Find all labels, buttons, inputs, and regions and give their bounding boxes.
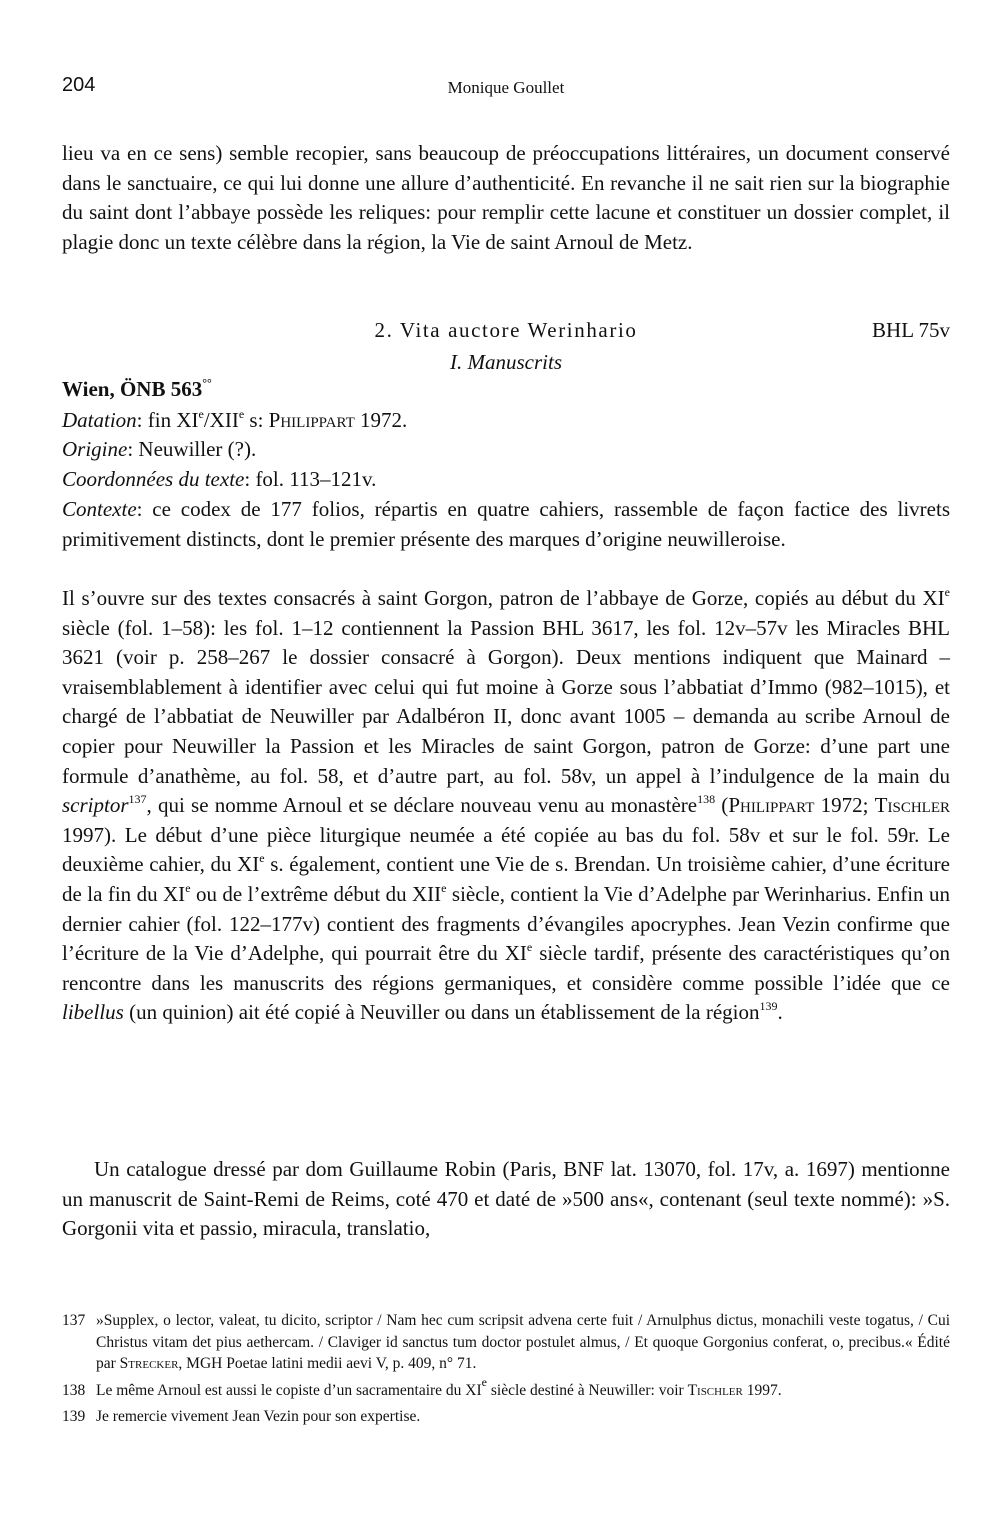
datation-sup: e [238,407,245,421]
footnote-text: 1997. [742,1381,782,1399]
footnote-139 [62,1406,950,1428]
footnote-text: , MGH Poetae latini medii aevi V, p. 409, n° 71. [178,1355,477,1372]
footnote-138 [62,1374,950,1402]
section-subtitle: I. Manuscrits [450,350,562,374]
body-sup: e [185,880,191,895]
contexte-label: Contexte [62,497,137,521]
origine-label: Origine [62,437,128,461]
body-text: ou de l’extrême début du XII [190,881,442,906]
manuscript-name: Wien, ÖNB 563 [62,377,203,401]
footnote-text: siècle destiné à Neuwiller: voir [486,1381,688,1399]
contexte-value: : ce codex de 177 folios, répartis en quatre cahiers, rassemble de façon factice des livrets primitivement distincts, dont le premier présente des marques d’origine neuwilleroise. [62,497,950,551]
footnote-author: Tischler [687,1381,743,1399]
footnote-ref[interactable]: 139 [759,999,778,1014]
datation-text: s: [244,408,269,432]
coordonnees-line [62,465,950,495]
manuscript-mark: °° [202,376,212,390]
coordonnees-value: : fol. 113–121v. [244,467,377,491]
intro-paragraph: lieu va en ce sens) semble recopier, sans beaucoup de préoccupations littéraires, un document conservé dans le sanctuaire, ce qui lui donne une allure d’authenticité. En revanche il ne sait rien sur la biographie du saint dont l’abbaye possède les reliques: pour remplir cette lacune et constituer un dossier complet, il plagie donc un texte célèbre dans la région, la Vie de saint Arnoul de Metz. [62,141,950,254]
origine-line [62,435,950,465]
page-number: 204 [62,74,96,96]
footnote-number: 138 [62,1381,86,1399]
footnote-author: Strecker [119,1355,179,1372]
body-italic: libellus [62,1000,124,1025]
body-italic: scriptor [62,793,129,818]
running-header [62,74,950,104]
body-text: siècle, contient la Vie d’Adelphe par Werinharius. Enfin un dernier cahier (fol. 122–177v) contient des fragments d’évangiles apocryphes. Jean Vezin confirme que l’écriture de la Vie d’Adelphe, qui pourrait être du XI [62,881,950,966]
datation-text: /XII [203,408,239,432]
citation-author: Tischler [874,793,950,818]
body-text: ( [715,793,729,818]
datation-text: : fin XI [136,408,199,432]
body-text: (un quinion) ait été copié à Neuviller ou dans un établissement de la région [123,1000,760,1025]
body-text: 1972; [814,793,875,818]
footnote-text: »Supplex, o lector, valeat, tu dicito, scriptor / Nam hec cum scripsit advena certe fuit / Arnulphus dictus, monachili veste togatus, / Cui Christus vitam det pius aethercam. / Claviger id sanctus tum doctor postulet almus, / Et quoque Gorgonius conferat, o, precibus.« Édité par [96,1312,950,1372]
datation-line [62,406,950,436]
datation-year: 1972. [354,408,408,432]
datation-author: Philippart [268,408,355,432]
body-text: . [777,1000,783,1025]
footnote-text: Le même Arnoul est aussi le copiste d’un sacramentaire du XI [96,1381,482,1399]
citation-author: Philippart [728,793,815,818]
manuscript-heading [62,377,212,402]
body-text: 1997). Le début d’une pièce liturgique neumée a été copiée au bas du fol. 58v et sur le fol. 59r. Le deuxième cahier, du XI [62,822,950,877]
footnote-137 [62,1310,950,1375]
body-sup: e [441,880,447,895]
body-text: , qui se nomme Arnoul et se déclare nouveau venu au monastère [146,793,698,818]
section-title: 2. Vita auctore Werinhario [374,318,638,342]
footnote-sup: e [481,1374,487,1389]
footnote-ref[interactable]: 138 [697,792,716,807]
body-text: Il s’ouvre sur des textes consacrés à saint Gorgon, patron de l’abbaye de Gorze, copiés au début du XI [62,586,945,610]
body-paragraph-2: Un catalogue dressé par dom Guillaume Robin (Paris, BNF lat. 13070, fol. 17v, a. 1697) mentionne un manuscrit de Saint-Remi de Reims, coté 470 et daté de »500 ans«, contenant (seul texte nommé): »S. Gorgonii vita et passio, miracula, translatio, [62,1157,950,1241]
coordonnees-label: Coordonnées du texte [62,467,245,491]
footnote-number: 139 [62,1408,86,1425]
body-text: siècle tardif, présente des caractéristiques qu’on rencontre dans les manuscrits des régions germaniques, et considère comme possible l’idée que ce [62,941,950,995]
body-sup: e [259,851,265,866]
footnote-number: 137 [62,1312,86,1329]
running-author: Monique Goullet [447,78,565,97]
contexte-paragraph [62,495,950,554]
section-bhl-number: BHL 75v [872,318,950,342]
body-sup: e [944,585,950,599]
body-sup: e [526,940,533,955]
datation-label: Datation [62,408,137,432]
datation-sup: e [198,407,204,421]
body-text: s. également, contient une Vie de s. Brendan. Un troisième cahier, d’une écriture de la fin du XI [62,852,950,906]
footnote-ref[interactable]: 137 [128,792,147,807]
footnote-text: Je remercie vivement Jean Vezin pour son expertise. [96,1408,421,1425]
origine-value: : Neuwiller (?). [127,437,257,461]
body-paragraph-1 [62,584,950,1028]
footnotes [62,1310,950,1433]
section-heading [62,318,950,348]
body-text: siècle (fol. 1–58): les fol. 1–12 contiennent la Passion BHL 3617, les fol. 12v–57v les Miracles BHL 3621 (voir p. 258–267 le dossier consacré à Gorgon). Deux mentions indiquent que Mainard – vraisemblablement à identifier avec celui qui fut moine à Gorze sous l’abbatiat d’Immo (982–1015), et chargé de l’abbatiat de Neuwiller par Adalbéron II, donc avant 1005 – demanda au scribe Arnoul de copier pour Neuwiller la Passion et les Miracles de saint Gorgon, patron de Gorze: d’une part une formule d’anathème, au fol. 58, et d’autre part, au fol. 58v, un appel à l’indulgence de la main du [62,615,950,788]
